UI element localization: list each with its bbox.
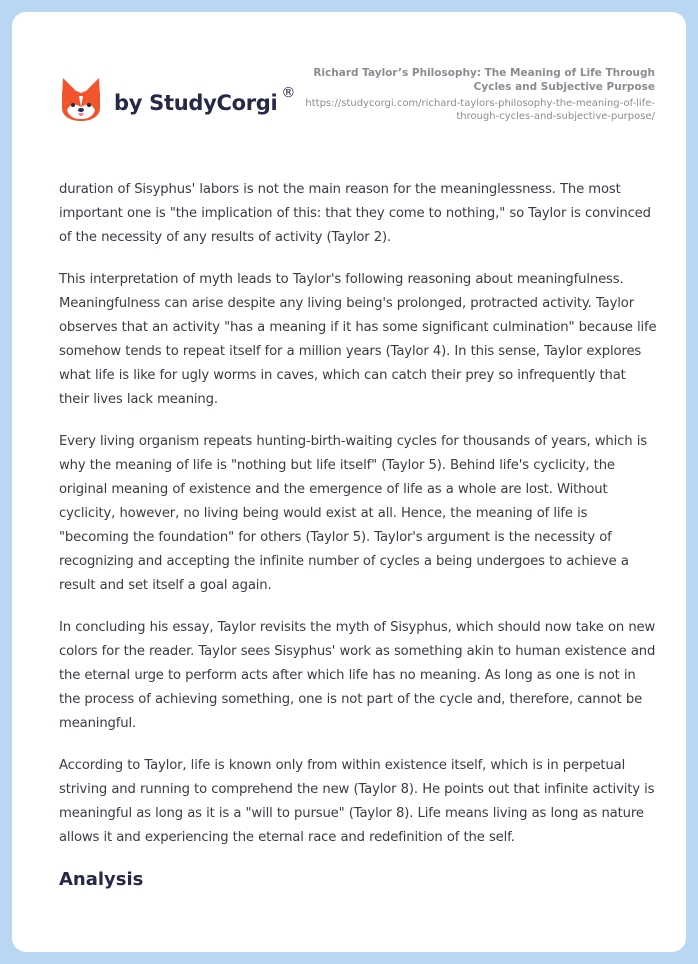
brand-name: by StudyCorgi xyxy=(114,91,278,115)
document-body xyxy=(59,178,659,892)
document-title: Richard Taylor’s Philosophy: The Meaning of Life Through Cycles and Subjective Purpose xyxy=(313,67,655,93)
page-header xyxy=(12,12,686,172)
paragraph: duration of Sisyphus' labors is not the main reason for the meaninglessness. The most important one is "the implication of this: that they come to nothing," so Taylor is convinced of the necessity of any results of activity (Taylor 2). xyxy=(59,182,651,245)
paragraph: According to Taylor, life is known only from within existence itself, which is in perpetual striving and running to comprehend the new (Taylor 8). He points out that infinite activity is meaningful as long as it is a "will to pursue" (Taylor 8). Life means living as long as nature allows it and experiencing the eternal race and redefinition of the self. xyxy=(59,758,655,845)
corgi-logo-icon xyxy=(60,76,102,122)
paragraph: Every living organism repeats hunting-birth-waiting cycles for thousands of years, which is why the meaning of life is "nothing but life itself" (Taylor 5). Behind life's cyclicity, the original meaning of existence and the emergence of life as a whole are lost. Without cyclicity, however, no living being would exist at all. Hence, the meaning of life is "becoming the foundation" for others (Taylor 5). Taylor's argument is the necessity of recognizing and accepting the infinite number of cycles a being undergoes to achieve a result and set itself a goal again. xyxy=(59,434,647,593)
document-meta xyxy=(295,66,655,123)
section-heading: Analysis xyxy=(59,869,144,890)
studycorgi-logo[interactable] xyxy=(60,76,295,122)
paragraph: In concluding his essay, Taylor revisits the myth of Sisyphus, which should now take on new colors for the reader. Taylor sees Sisyphus' work as something akin to human existence and the eternal urge to perform acts after which life has no meaning. As long as one is not in the process of achieving something, one is not part of the cycle and, therefore, cannot be meaningful. xyxy=(59,620,656,731)
document-card xyxy=(12,12,686,952)
paragraph: This interpretation of myth leads to Taylor's following reasoning about meaningfulness. Meaningfulness can arise despite any living being's prolonged, protracted activity. Taylor observes that an activity "has a meaning if it has some significant culmination" because life somehow tends to repeat itself for a million years (Taylor 4). In this sense, Taylor explores what life is like for ugly worms in caves, which can catch their prey so infrequently that their lives lack meaning. xyxy=(59,272,657,407)
registered-mark: ® xyxy=(281,85,296,101)
document-url[interactable]: https://studycorgi.com/richard-taylors-philosophy-the-meaning-of-life-through-cycles-and-subjective-purpose/ xyxy=(305,98,655,122)
